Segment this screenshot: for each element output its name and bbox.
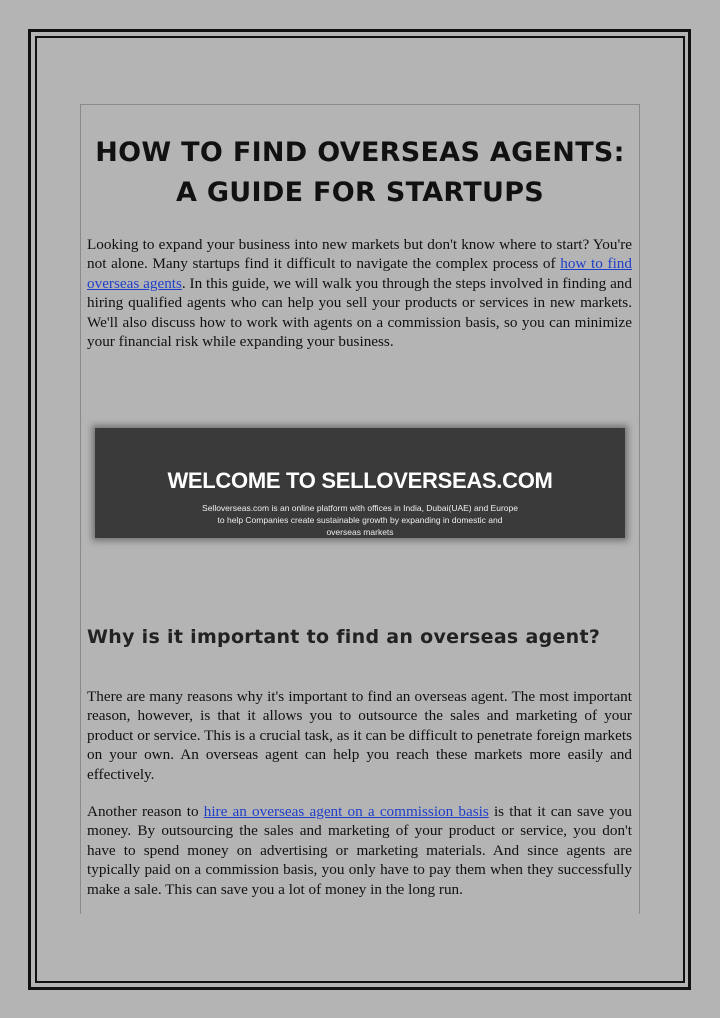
importance-paragraph: There are many reasons why it's important to find an overseas agent. The most important reason, however, is that it allows you to outsource the sales and marketing of your product or service. This is a crucial task, as it can be difficult to penetrate foreign markets on your own. An overseas agent can help you reach these markets more easily and effectively. [87,688,632,783]
document-title [80,133,640,213]
banner-heading: WELCOME TO SELLOVERSEAS.COM [167,468,553,493]
intro-paragraph [87,235,632,351]
selloverseas-banner-image [95,428,625,538]
para3-text-after: is that it can save you money. By outsourcing the sales and marketing of your product or service, you don't have to spend money on advertising or marketing materials. And since agents are typically paid on a commission basis, you only have to pay them when they successfully make a sale. This can save you a lot of money in the long run. [87,803,632,898]
find-agents-link[interactable]: how to find overseas agents [87,255,632,292]
para3-text-before: Another reason to [87,803,204,820]
title-line-2: A GUIDE FOR STARTUPS [175,177,545,209]
intro-text-after: . In this guide, we will walk you through the steps involved in finding and hiring qualified agents who can help you sell your products or services in new markets. We'll also discuss how to work with agents on a commission basis, so you can minimize your financial risk while expanding your business. [87,274,632,351]
section-heading: Why is it important to find an overseas agent? [87,626,601,648]
title-line-1: HOW TO FIND OVERSEAS AGENTS: [95,137,625,169]
commission-agent-link[interactable]: hire an overseas agent on a commission basis [203,803,489,820]
banner-description: Selloverseas.com is an online platform with offices in India, Dubai(UAE) and Europe to help Companies create sustainable growth by expanding in domestic and overseas markets [202,503,518,537]
commission-paragraph [87,802,632,899]
intro-text-before: Looking to expand your business into new markets but don't know where to start? You're not alone. Many startups find it difficult to navigate the complex process of [87,236,632,273]
